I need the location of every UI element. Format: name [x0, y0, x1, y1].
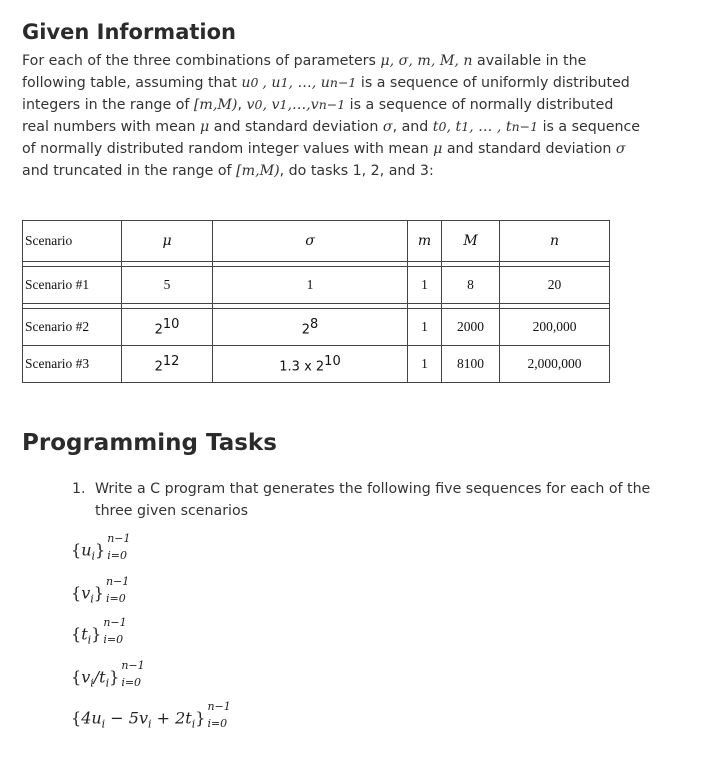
table-row	[23, 346, 610, 383]
seq-upper: n−1	[103, 616, 127, 629]
cell-sigma-exponent: 10	[324, 353, 341, 369]
task-text: Write a C program that generates the following five sequences for each of the three given scenarios	[95, 481, 651, 519]
given-information-paragraph	[22, 50, 712, 182]
seq-limits	[105, 575, 139, 605]
seq-upper: n−1	[121, 659, 145, 672]
brace-open: {	[71, 540, 82, 560]
cell-M: 8	[442, 267, 500, 304]
header-mu: μ	[122, 221, 213, 262]
seq-limits	[120, 659, 154, 689]
parameters-table	[22, 220, 610, 383]
sequence-v-over-t	[71, 659, 154, 690]
paragraph-line	[22, 160, 712, 182]
math: , …, u	[288, 75, 330, 91]
text: ,	[237, 97, 247, 113]
seq-lower: i=0	[103, 633, 124, 646]
task-number: 1.	[72, 481, 86, 497]
cell-m: 1	[408, 267, 442, 304]
math: t	[432, 119, 439, 135]
math: , v	[262, 97, 280, 113]
sequence-u	[71, 532, 140, 563]
header-sigma: σ	[213, 221, 408, 262]
math: v	[246, 97, 255, 113]
sequence-v	[71, 575, 139, 606]
text: following table, assuming that	[22, 75, 242, 91]
text: and standard deviation	[209, 119, 383, 135]
seq-sub: i	[90, 592, 94, 606]
seq-lower: i=0	[121, 676, 142, 689]
brace-close: }	[91, 624, 102, 644]
cell-sigma-exponent: 8	[310, 316, 319, 332]
math-range: [m,M)	[236, 163, 280, 179]
cell-mu-base: 2	[154, 322, 163, 338]
math-mu: μ	[200, 119, 210, 135]
paragraph-line	[22, 72, 712, 94]
cell-sigma	[213, 309, 408, 346]
math: u	[241, 75, 251, 91]
seq-sub: i	[87, 633, 92, 647]
seq-expr: + 2t	[151, 708, 192, 728]
cell-sigma	[213, 267, 408, 304]
table-row	[23, 267, 610, 304]
cell-scenario: Scenario #3	[23, 346, 122, 383]
cell-mu-exponent: 10	[162, 316, 180, 332]
seq-sub: i	[90, 676, 94, 690]
header-m: m	[408, 221, 442, 262]
seq-sub: i	[91, 549, 96, 563]
text: , and	[392, 119, 433, 135]
seq-sub: i	[105, 676, 110, 690]
seq-expr: v	[81, 583, 91, 603]
brace-close: }	[109, 667, 120, 687]
seq-sub: i	[148, 717, 152, 731]
math-index: 1	[280, 75, 289, 90]
seq-sub: i	[191, 717, 196, 731]
seq-expr: − 5v	[105, 708, 148, 728]
seq-upper: n−1	[107, 532, 131, 545]
brace-close: }	[195, 708, 206, 728]
text: , do tasks 1, 2, and 3:	[279, 163, 434, 179]
cell-scenario: Scenario #2	[23, 309, 122, 346]
paragraph-line	[22, 50, 712, 72]
cell-sigma-base: 2	[301, 322, 310, 338]
table-row	[23, 309, 610, 346]
math-index: 0	[250, 75, 263, 90]
brace-open: {	[71, 624, 82, 644]
cell-sigma	[213, 346, 408, 383]
seq-expr: u	[81, 540, 92, 560]
paragraph-line	[22, 138, 712, 160]
text: For each of the three combinations of parameters	[22, 53, 381, 69]
math: , … , t	[469, 119, 512, 135]
text: is a sequence	[538, 119, 641, 135]
cell-n: 20	[500, 267, 610, 304]
text: is a sequence of uniformly distributed	[356, 75, 630, 91]
text: real numbers with mean	[22, 119, 201, 135]
cell-mu	[122, 346, 213, 383]
cell-n: 200,000	[500, 309, 610, 346]
seq-limits	[106, 532, 140, 562]
math-index: 0	[254, 97, 263, 112]
math-index: n−1	[318, 97, 346, 112]
header-n: n	[500, 221, 610, 262]
cell-scenario: Scenario #1	[23, 267, 122, 304]
math-sigma: σ	[382, 119, 393, 135]
seq-lower: i=0	[105, 592, 126, 605]
brace-open: {	[71, 667, 82, 687]
math-sigma: σ	[615, 141, 626, 157]
seq-upper: n−1	[207, 700, 231, 713]
math-range: [m,M)	[193, 97, 238, 113]
math-index: 1	[279, 97, 288, 112]
brace-open: {	[71, 708, 82, 728]
sequence-combination	[71, 700, 240, 731]
header-scenario: Scenario	[23, 221, 122, 262]
given-information-heading: Given Information	[22, 20, 236, 44]
cell-M: 2000	[442, 309, 500, 346]
seq-limits	[102, 616, 136, 646]
text: and truncated in the range of	[22, 163, 237, 179]
cell-mu	[122, 309, 213, 346]
math-index: 1	[461, 119, 470, 134]
math: , t	[446, 119, 462, 135]
cell-sigma-base: 1.3 x 2	[279, 359, 325, 375]
cell-M: 8100	[442, 346, 500, 383]
brace-close: }	[95, 540, 106, 560]
text: integers in the range of	[22, 97, 194, 113]
math-index: 0	[438, 119, 447, 134]
cell-mu-value: 5	[163, 277, 171, 292]
sequence-t	[71, 616, 136, 647]
text: available in the	[472, 53, 587, 69]
seq-upper: n−1	[105, 575, 130, 588]
seq-expr: /t	[93, 667, 106, 687]
text: is a sequence of normally distributed	[345, 97, 614, 113]
brace-open: {	[71, 583, 82, 603]
seq-expr: t	[81, 624, 88, 644]
seq-limits	[206, 700, 240, 730]
seq-lower: i=0	[207, 717, 228, 730]
math: ,…,v	[287, 97, 319, 113]
cell-mu-exponent: 12	[162, 353, 180, 369]
brace-close: }	[93, 583, 104, 603]
seq-lower: i=0	[107, 549, 127, 562]
header-M: M	[442, 221, 500, 262]
cell-m: 1	[408, 309, 442, 346]
math-params: μ, σ, m, M, n	[380, 53, 473, 69]
cell-n: 2,000,000	[500, 346, 610, 383]
math: , u	[262, 75, 281, 91]
cell-mu	[122, 267, 213, 304]
cell-m: 1	[408, 346, 442, 383]
seq-sub: i	[101, 717, 106, 731]
programming-tasks-heading: Programming Tasks	[22, 430, 277, 456]
paragraph-line	[22, 94, 712, 116]
math-index: n−1	[511, 119, 539, 134]
table-header-row	[23, 221, 610, 262]
cell-mu-base: 2	[154, 359, 163, 375]
seq-expr: v	[81, 667, 91, 687]
text: of normally distributed random integer values with mean	[22, 141, 434, 157]
paragraph-line	[22, 116, 712, 138]
seq-expr: 4u	[81, 708, 102, 728]
math-mu: μ	[433, 141, 443, 157]
text: and standard deviation	[442, 141, 616, 157]
cell-sigma-value: 1	[306, 277, 314, 292]
math-index: n−1	[329, 75, 357, 90]
